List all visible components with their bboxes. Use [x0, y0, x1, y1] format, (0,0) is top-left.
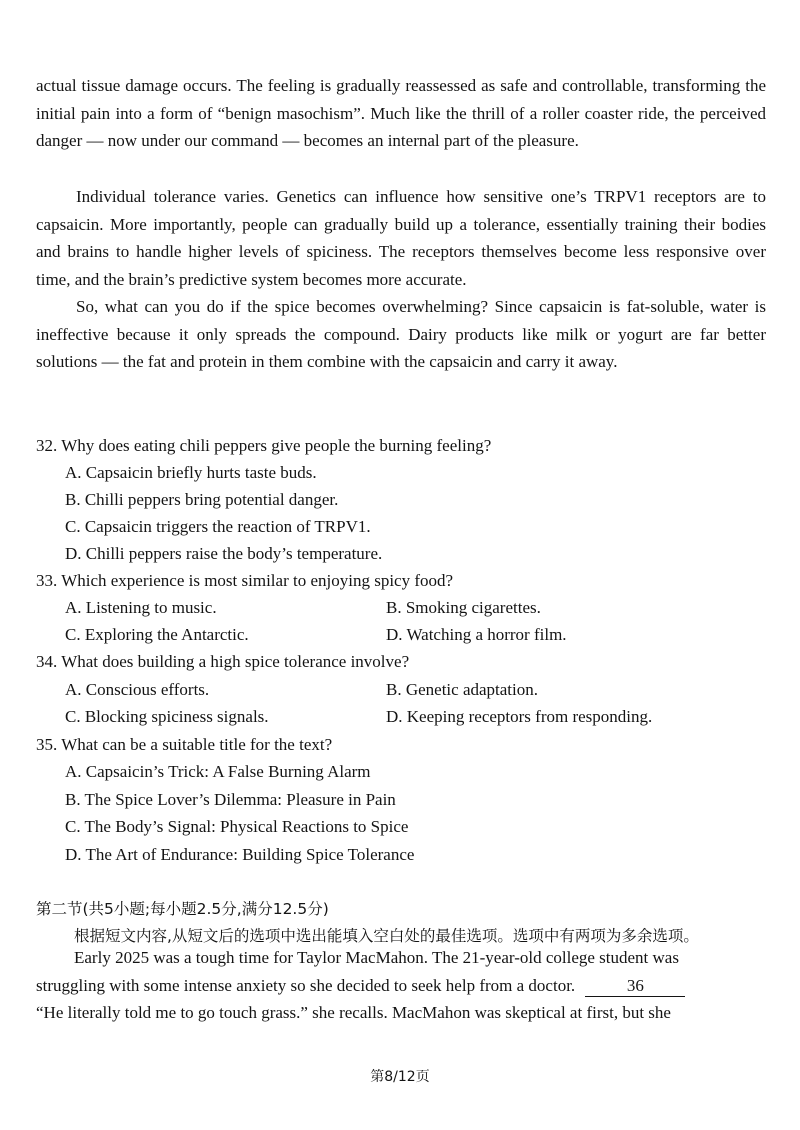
passage-paragraph-2: Individual tolerance varies. Genetics can influence how sensitive one’s TRPV1 receptors are to capsaicin. More importantly, people can gradually build up a tolerance, essentially training their bodies and brains to handle higher levels of spiciness. The receptors themselves become less responsive over time, and the brain’s predictive system becomes more accurate. [36, 187, 766, 289]
section-2-line-1: Early 2025 was a tough time for Taylor MacMahon. The 21-year-old college student was [74, 948, 679, 967]
question-34-option-a: A. Conscious efforts. [65, 680, 210, 699]
section-2-instruction: 根据短文内容,从短文后的选项中选出能填入空白处的最佳选项。选项中有两项为多余选项。 [74, 927, 699, 945]
question-35-stem: 35. What can be a suitable title for the text? [36, 735, 333, 754]
question-33-stem: 33. Which experience is most similar to enjoying spicy food? [36, 571, 454, 590]
question-34-option-c: C. Blocking spiciness signals. [65, 707, 269, 726]
question-35-option-a: A. Capsaicin’s Trick: A False Burning Alarm [65, 762, 371, 781]
question-35-option-b: B. The Spice Lover’s Dilemma: Pleasure in Pain [65, 790, 396, 809]
question-35-option-c: C. The Body’s Signal: Physical Reactions to Spice [65, 817, 409, 836]
section-2-line-2-text: struggling with some intense anxiety so she decided to seek help from a doctor. [36, 976, 576, 995]
section-2-heading: 第二节(共5小题;每小题2.5分,满分12.5分) [36, 900, 329, 918]
passage-paragraph-3: So, what can you do if the spice becomes overwhelming? Since capsaicin is fat-soluble, water is ineffective because it only spreads the compound. Dairy products like milk or yogurt are far better solutions — the fat and protein in them combine with the capsaicin and carry it away. [36, 297, 766, 371]
question-33-option-b: B. Smoking cigarettes. [386, 598, 541, 617]
page-number: 第8/12页 [370, 1069, 430, 1085]
question-32-option-c: C. Capsaicin triggers the reaction of TRPV1. [65, 517, 371, 536]
question-33-option-a: A. Listening to music. [65, 598, 217, 617]
question-34-stem: 34. What does building a high spice tolerance involve? [36, 652, 410, 671]
section-2-line-3: “He literally told me to go touch grass.” she recalls. MacMahon was skeptical at first, but she [36, 1003, 671, 1022]
blank-36: 36 [585, 976, 685, 997]
question-35-option-d: D. The Art of Endurance: Building Spice Tolerance [65, 845, 415, 864]
question-33-option-c: C. Exploring the Antarctic. [65, 625, 249, 644]
passage-paragraph-1: actual tissue damage occurs. The feeling is gradually reassessed as safe and controllable, transforming the initial pain into a form of “benign masochism”. Much like the thrill of a roller coaster ride, the perceived danger — now under our command — becomes an internal part of the pleasure. [36, 76, 766, 150]
question-34-option-b: B. Genetic adaptation. [386, 680, 539, 699]
question-32-option-a: A. Capsaicin briefly hurts taste buds. [65, 463, 317, 482]
question-32-stem: 32. Why does eating chili peppers give people the burning feeling? [36, 436, 492, 455]
question-32-option-b: B. Chilli peppers bring potential danger. [65, 490, 339, 509]
question-32-option-d: D. Chilli peppers raise the body’s temperature. [65, 544, 383, 563]
question-33-option-d: D. Watching a horror film. [386, 625, 567, 644]
question-34-option-d: D. Keeping receptors from responding. [386, 707, 653, 726]
section-2-line-2 [36, 972, 685, 999]
